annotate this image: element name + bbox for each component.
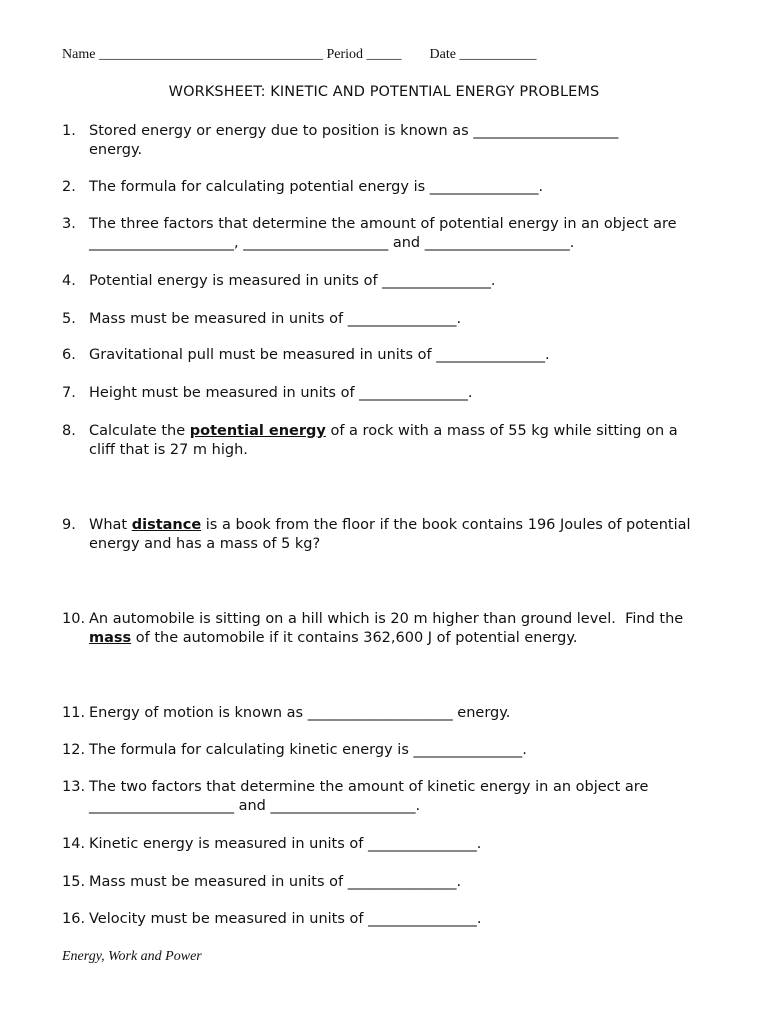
question-number: 5. [62,311,76,327]
question-number: 16. [62,911,86,927]
question-number: 3. [62,216,76,232]
question-text: mass of the automobile if it contains 362,600 J of potential energy. [89,630,578,646]
footer-unit-title: Energy, Work and Power [62,949,202,964]
question-text: ____________________, ____________________ and ____________________. [89,235,575,251]
period-blank: _____ [366,47,402,62]
question-text: cliff that is 27 m high. [89,442,248,458]
date-blank: ___________ [459,47,537,62]
question-text: Stored energy or energy due to position is known as ____________________ [89,123,619,139]
emphasized-term: distance [131,517,202,533]
emphasized-term: potential energy [189,423,326,439]
question-text: The formula for calculating potential energy is _______________. [89,179,544,195]
question-text: What distance is a book from the floor if the book contains 196 Joules of potential [89,517,691,533]
question-number: 9. [62,517,76,533]
name-blank: ________________________________ [98,47,323,62]
question-text: Kinetic energy is measured in units of _______________. [89,836,482,852]
emphasized-term: mass [89,630,132,646]
worksheet-title: WORKSHEET: KINETIC AND POTENTIAL ENERGY PROBLEMS [168,84,600,100]
period-label: Period [326,47,363,62]
student-info-header [62,47,722,63]
question-text: The formula for calculating kinetic energy is _______________. [89,742,527,758]
question-number: 10. [62,611,86,627]
question-text: Gravitational pull must be measured in units of _______________. [89,347,550,363]
question-text: Mass must be measured in units of _______________. [89,311,462,327]
question-text: energy and has a mass of 5 kg? [89,536,321,552]
question-number: 4. [62,273,76,289]
question-text: Height must be measured in units of _______________. [89,385,473,401]
question-text: Velocity must be measured in units of _______________. [89,911,482,927]
question-number: 11. [62,705,86,721]
question-text: Calculate the potential energy of a rock with a mass of 55 kg while sitting on a [89,423,678,439]
question-text: Energy of motion is known as ____________________ energy. [89,705,511,721]
question-number: 8. [62,423,76,439]
question-number: 13. [62,779,86,795]
question-number: 14. [62,836,86,852]
name-label: Name [62,47,96,62]
question-number: 1. [62,123,76,139]
question-text: Mass must be measured in units of _______________. [89,874,462,890]
question-number: 12. [62,742,86,758]
question-text: ____________________ and ____________________. [89,798,421,814]
question-number: 6. [62,347,76,363]
question-text: An automobile is sitting on a hill which is 20 m higher than ground level. Find the [89,611,684,627]
question-number: 2. [62,179,76,195]
question-number: 7. [62,385,76,401]
question-number: 15. [62,874,86,890]
question-text: Potential energy is measured in units of _______________. [89,273,496,289]
question-text: energy. [89,142,143,158]
date-label: Date [429,47,456,62]
question-text: The three factors that determine the amount of potential energy in an object are [89,216,677,232]
question-text: The two factors that determine the amount of kinetic energy in an object are [89,779,649,795]
